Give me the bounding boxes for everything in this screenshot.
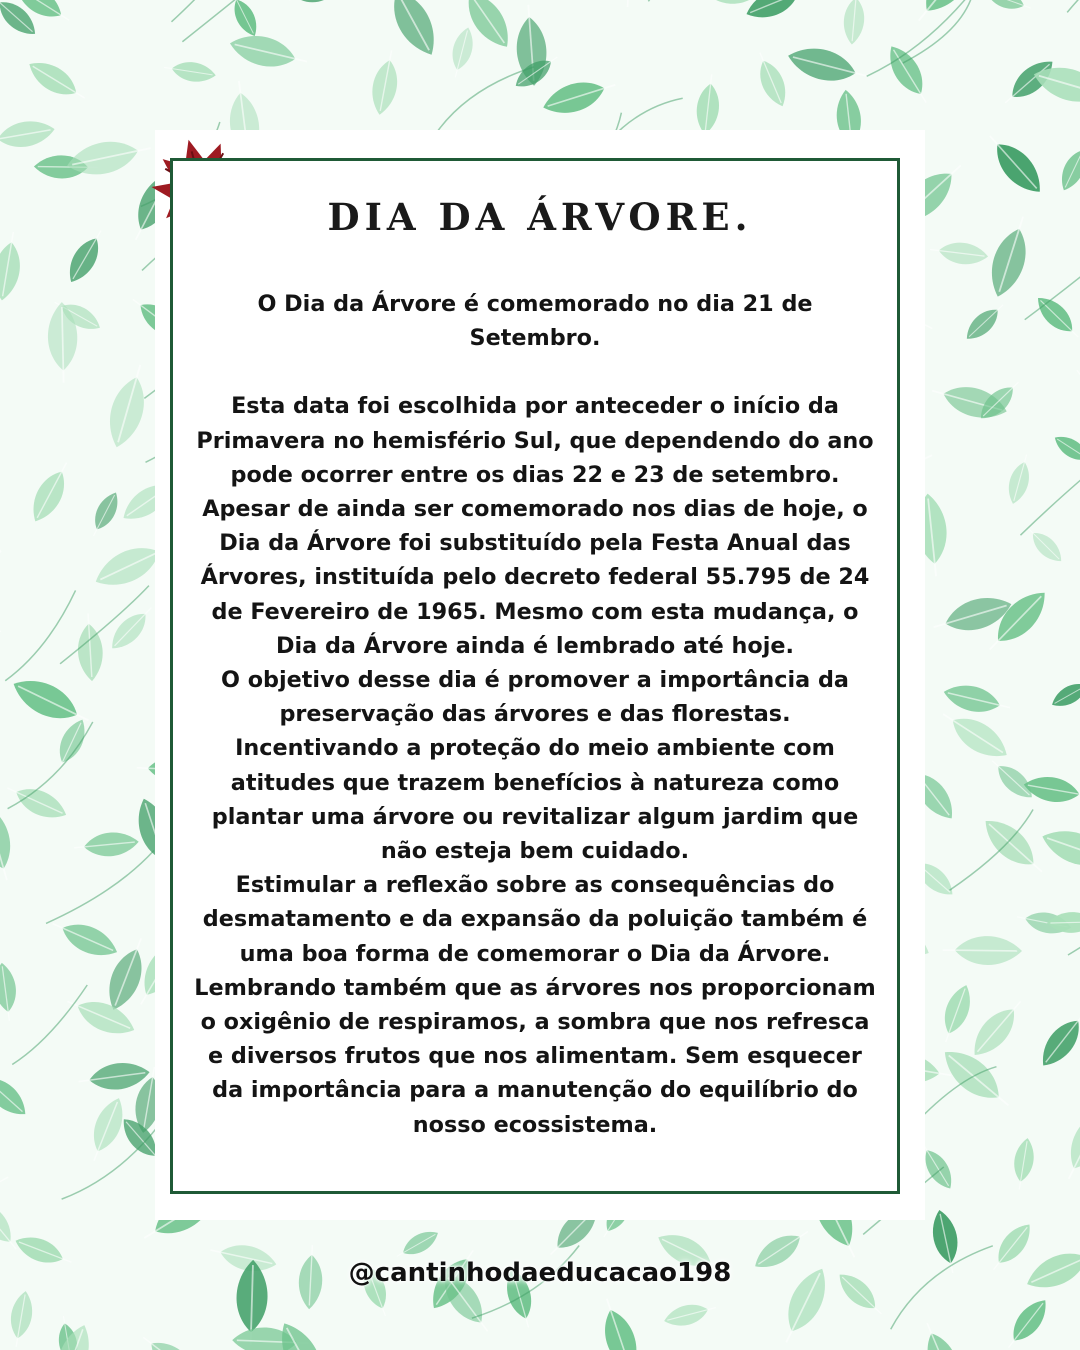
leaf-shape <box>1022 522 1067 567</box>
leaf-shape <box>1010 1137 1037 1191</box>
leaf-shape <box>0 800 21 884</box>
leaf-shape <box>985 1218 1037 1276</box>
leaf-shape <box>614 0 644 8</box>
paragraph-benefits: Lembrando também que as árvores nos proporcionam o oxigênio de respiramos, a sombra que nos refresca e diversos frutos que nos alimentam. Sem esquecer da importância para a manutenção do equilíbrio do nosso ecossistema. <box>194 974 876 1138</box>
leaf-shape <box>0 961 20 1022</box>
leaf-shape <box>0 602 4 643</box>
leaf-shape <box>0 230 26 303</box>
leaf-shape <box>928 1208 964 1276</box>
leaf-shape <box>943 936 1023 966</box>
leaf-stem <box>867 0 970 76</box>
leaf-shape <box>593 1294 644 1350</box>
leaf-shape <box>694 73 723 136</box>
leaf-shape <box>2 777 71 825</box>
leaf-stem <box>5 590 75 680</box>
leaf-shape <box>965 993 1030 1063</box>
leaf-shape <box>0 352 4 413</box>
leaf-shape <box>1034 1005 1080 1073</box>
leaf-shape <box>1000 1294 1054 1350</box>
leaf-stem <box>12 985 87 1064</box>
leaf-shape <box>0 1064 33 1123</box>
leaf-shape <box>1004 452 1036 506</box>
leaf-stem <box>903 0 974 63</box>
leaf-shape <box>941 680 1013 720</box>
leaf-shape <box>73 830 140 860</box>
leaf-shape <box>62 225 111 287</box>
leaf-shape <box>6 1289 36 1348</box>
leaf-shape <box>377 0 445 62</box>
paragraph-protection: Incentivando a proteção do meio ambiente com atitudes que trazem benefícios à natureza como plantar uma árvore ou revitalizar algum jardim que não esteja bem cuidado. <box>211 735 859 865</box>
social-handle: @cantinhodaeducacao198 <box>348 1258 732 1288</box>
leaf-shape <box>742 0 812 25</box>
leaf-shape <box>12 1231 76 1273</box>
leaf-shape <box>102 361 156 452</box>
leaf-stem <box>1020 469 1080 536</box>
leaf-shape <box>784 41 871 90</box>
leaf-shape <box>446 25 477 80</box>
article-body <box>190 287 880 1142</box>
leaf-shape <box>662 1298 719 1330</box>
leaf-shape <box>0 477 13 561</box>
leaf-shape <box>1055 139 1080 195</box>
leaf-shape <box>1031 291 1080 345</box>
leaf-shape <box>936 703 1014 767</box>
leaf-shape <box>86 488 124 540</box>
paragraph-objective: O objetivo desse dia é promover a importância da preservação das árvores e das florestas. <box>221 667 849 728</box>
leaf-shape <box>935 981 976 1046</box>
leaf-shape <box>25 457 78 527</box>
leaf-shape <box>83 1094 131 1166</box>
leaf-shape <box>48 912 123 964</box>
paragraph-history: Esta data foi escolhida por anteceder o início da Primavera no hemisfério Sul, que dependendo do ano pode ocorrer entre os dias 22 e 23 de setembro. Apesar de ainda ser comemorado nos dias de hoje, o Dia da Árvore foi substituído pela Festa Anual das Árvores, instituída pelo decreto federal 55.795 de 24 de Fevereiro de 1965. Mesmo com esta mudança, o Dia da Árvore ainda é lembrado até hoje. <box>196 393 874 659</box>
leaf-shape <box>286 0 343 9</box>
paragraph-reflection: Estimular a reflexão sobre as consequências do desmatamento e da expansão da poluição também é uma boa forma de comemorar o Dia da Árvore. <box>202 872 868 967</box>
leaf-shape <box>983 0 1033 16</box>
leaf-shape <box>961 298 1010 345</box>
leaf-shape <box>986 754 1039 805</box>
leaf-shape <box>915 1318 967 1350</box>
leaf-stem <box>891 1246 993 1329</box>
leaf-shape <box>1050 430 1080 469</box>
leaf-shape <box>0 407 6 464</box>
leaf-shape <box>0 117 57 153</box>
leaf-shape <box>1043 0 1080 12</box>
leaf-shape <box>750 48 792 110</box>
leaf-shape <box>842 0 867 45</box>
leaf-shape <box>136 1328 204 1350</box>
leaf-shape <box>1021 1240 1080 1297</box>
leaf-shape <box>208 1238 279 1276</box>
page-title: DIA DA ÁRVORE. <box>327 195 753 239</box>
leaf-shape <box>0 1167 14 1218</box>
leaf-stem <box>1067 0 1080 12</box>
leaf-shape <box>983 212 1037 301</box>
leaf-shape <box>225 0 262 40</box>
leaf-shape <box>929 239 990 267</box>
leaf-shape <box>49 715 91 774</box>
leaf-shape <box>227 29 311 75</box>
leaf-stem <box>46 851 154 924</box>
leaf-shape <box>907 0 984 30</box>
leaf-shape <box>1056 1104 1080 1185</box>
leaf-shape <box>368 48 404 117</box>
intro-paragraph: O Dia da Árvore é comemorado no dia 21 de Setembro. <box>257 291 813 352</box>
leaf-shape <box>1048 675 1080 713</box>
leaf-shape <box>688 0 754 10</box>
leaf-shape <box>47 1321 97 1350</box>
leaf-shape <box>1037 822 1080 878</box>
leaf-shape <box>980 127 1050 201</box>
leaf-shape <box>1069 365 1080 419</box>
leaf-shape <box>23 54 91 108</box>
leaf-shape <box>1022 773 1080 808</box>
spacer <box>190 355 880 389</box>
leaf-shape <box>1076 505 1080 555</box>
leaf-shape <box>832 1267 888 1322</box>
leaf-shape <box>539 72 619 121</box>
leaf-shape <box>77 1059 151 1094</box>
leaf-shape <box>105 601 159 656</box>
leaf-shape <box>881 40 936 109</box>
leaf-shape <box>976 811 1051 882</box>
leaf-shape <box>163 58 218 85</box>
